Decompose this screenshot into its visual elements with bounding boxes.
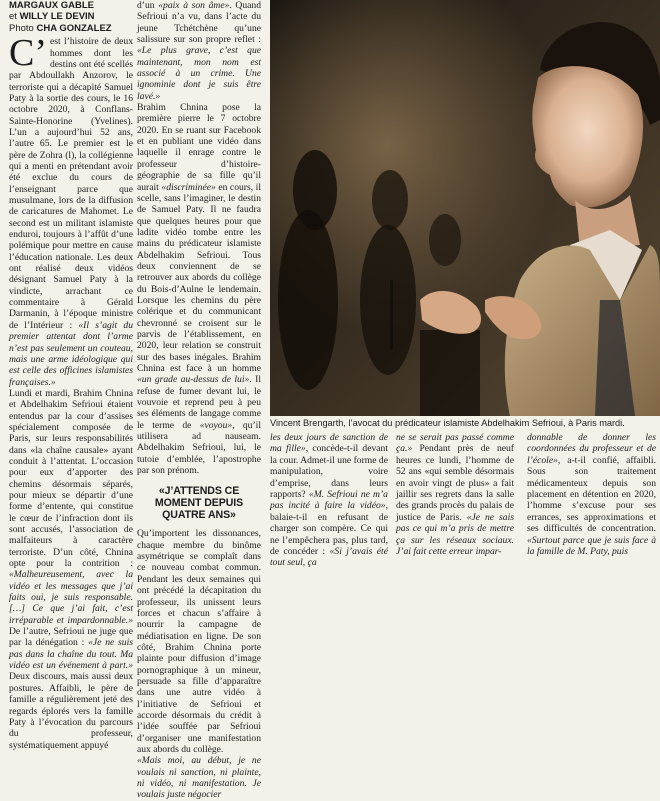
photo-credit-label: Photo xyxy=(9,22,34,34)
quote-text: donnable de donner les coordonnées du professeur et de l’école» xyxy=(527,432,656,466)
paragraph-text: d’un xyxy=(137,0,159,11)
article-paragraph xyxy=(9,32,133,388)
paragraph-text: en cours, il scelle, sans l’imaginer, le destin de Samuel Paty. Il ne faudra que quelques heures pour que ladite vidéo tombe entre les mains du prédicateur islamiste Abdelhakim Sefrioui. Tous deux conviennent de se retrouver aux abords du collège du Bois-d’Aulne le lendemain. Lorsque les chemins du père colérique et du communicant chevronné se croisent sur le parvis de l’établissement, en 2020, leur relation se construit sur des bases inégales. Brahim Chnina est face à un homme xyxy=(137,181,261,374)
section-subheading: «J’ATTENDS CE MOMENT DEPUIS QUATRE ANS» xyxy=(154,485,244,522)
photo-image xyxy=(270,0,660,416)
article-paragraph xyxy=(137,0,261,102)
article-column-5 xyxy=(527,432,656,558)
paragraph-text: Pendant près de neuf heures ce lundi, l’homme de 52 ans «qui semble désormais en avoir vingt de plus» a fait jaillir ses regrets dans la salle des grands procès du palais de justice de Paris. xyxy=(396,443,514,523)
paragraph-text: De l’autre, Sefrioui ne juge que par la dénégation : xyxy=(9,626,133,649)
article-paragraph xyxy=(137,528,261,755)
article-paragraph xyxy=(9,388,133,751)
quote-text: «Surtout parce que je suis face à la famille de M. Paty, puis xyxy=(527,534,656,558)
article-paragraph xyxy=(396,432,514,557)
quote-text: «Je ne sais pas ce qui m’a pris de mettre ça sur les réseaux sociaux. J’ai fait cette erreur impar- xyxy=(396,511,514,558)
article-photo xyxy=(270,0,660,416)
quote-text: «un grade au-dessus de lui» xyxy=(137,374,250,386)
photo-caption: Vincent Brengarth, l’avocat du prédicateur islamiste Abdelhakim Sefrioui, à Paris mardi. xyxy=(270,418,625,428)
paragraph-text: Deux discours, mais aussi deux postures. Affaibli, le père de famille a régulièrement jeté des regards éplorés vers la famille Paty à l’évocation du parcours du professeur, systématiquement appuyé xyxy=(9,671,133,751)
quote-text: «Malheureusement, avec la vidéo et les messages que j’ai faits oui, je suis responsable. […] Ce que j’ai fait, c’est irréparable et impardonnable.» xyxy=(9,569,133,626)
photographer-name: CHA GONZALEZ xyxy=(36,22,112,34)
paragraph-text: , a-t-il confié, affaibli. Sous son traitement médicamenteux depuis son placement en détention en 2020, l’homme s’excuse pour ses errances, ses approximations et ses difficultés de concentration. xyxy=(527,454,656,535)
quote-text: «Mais moi, au début, je ne voulais ni sanction, ni plainte, ni vidéo, ni manifestation. Je voulais juste négocier xyxy=(137,755,261,801)
byline-conjunction: et xyxy=(9,11,17,23)
paragraph-text: Brahim Chnina pose la première pierre le 7 octobre 2020. En se ruant sur Facebook et en publiant une vidéo dans laquelle il enrage contre le professeur d’histoire-géographie de sa fille qu’il aurait xyxy=(137,102,261,193)
author-name: WILLY LE DEVIN xyxy=(19,11,95,23)
article-column-2 xyxy=(137,0,262,801)
quote-text: «paix à son âme» xyxy=(158,0,230,11)
quote-text: «Si j’avais été tout seul, ça xyxy=(270,546,388,569)
paragraph-text: est l’histoire de deux hommes dont les destins ont été scellés par Abdoullakh Anzorov, le terroriste qui a décapité Samuel Paty à la sortie des cours, le 16 octobre 2020, à Conflans-Sainte-Honorine (Yvelines). L’un a aujourd’hui 52 ans, l’autre 65. Le premier est le père de Zohra (l), la collégienne qui a menti en prétendant avoir été exclue du cours de l’enseignant parce que musulmane, lors de la diffusion de caricatures de Mahomet. Le second est un militant islamiste enduroi, toujours à l’affût d’une polémique pour mettre en cause l’éducation nationale. Les deux ont réalisé deux vidéos désignant Samuel Paty à la vindicte, arrachant ce commentaire à Gérald Darmanin, à l’époque ministre de l’Intérieur : xyxy=(9,36,133,331)
paragraph-text: Lundi et mardi, Brahim Chnina et Abdelhakim Sefrioui étaient entendus par la cour d’assises spécialement composée de Paris, sur leurs responsabilités dans «la chaîne causale» ayant conduit à l’attentat. L’occasion pour eux d’apporter des chemins désormais séparés, pour mieux se départir d’une forme d’entente, qui constitue le cœur de l’infraction dont ils sont accusés, l’association de malfaiteurs à caractère terroriste. D’un côté, Chnina opte pour la contrition : xyxy=(9,387,133,570)
drop-cap: C’ xyxy=(9,32,47,75)
article-column-1 xyxy=(9,0,133,751)
paragraph-text: , concède-t-il devant la cour. Admet-il une forme de manipulation, voire d’emprise, dans leurs rapports? xyxy=(270,443,388,501)
article-column-3 xyxy=(270,432,388,569)
paragraph-text: . Il refuse de fumer devant lui, le vouvoie et reprend peu à peu ses éléments de langage comme le terme de xyxy=(137,374,261,431)
article-paragraph xyxy=(270,432,388,569)
byline xyxy=(9,0,133,34)
article-paragraph xyxy=(137,102,261,476)
paragraph-text: . Quand Sefrioui n’a vu, dans l’acte du jeune Tchétchène qu’une salissure sur son propre reflet : xyxy=(137,0,262,46)
paragraph-text: , balaie-t-il en refusant de charger son compère. Ce qui ne l’empêchera pas, plus tard, de concéder : xyxy=(270,500,388,558)
quote-text: «discriminée» xyxy=(161,181,216,193)
quote-text: «Le plus grave, c’est que maintenant, mon nom est associé à un crime. Une ignominie dont je suis être lavé.» xyxy=(137,45,261,102)
quote-text: «M. Sefrioui ne m’a pas incité à faire la vidéo» xyxy=(270,489,388,512)
article-paragraph xyxy=(527,432,656,557)
quote-text: les deux jours de sanction de ma fille» xyxy=(270,432,388,455)
quote-text: «Je ne suis pas dans la chaîne du tout. Ma vidéo est un événement à part.» xyxy=(9,637,133,672)
author-name: MARGAUX GABLE xyxy=(9,0,94,11)
article-paragraph xyxy=(137,755,261,800)
article-column-4 xyxy=(396,432,514,558)
quote-text: ne se serait pas passé comme ça.» xyxy=(396,432,514,455)
paragraph-text: , qu’il utilisera ad nauseam. Abdelhakim Sefrioui, lui, le tutoie d’emblée, l’apostrophe par son prénom. xyxy=(137,419,262,477)
paragraph-text: Qu’importent les dissonances, chaque membre du binôme asymétrique se complaît dans ce nouveau combat commun. Pendant les deux semaines qui ont précédé la décapitation du professeur, ils unissent leurs forces et chacun s’affaire à nourrir la campagne de médiatisation en ligne. De son côté, Brahim Chnina porte plainte pour diffusion d’image pornographique à un mineur, persuade sa fille d’apparaître dans une autre vidéo à l’initiative de Sefrioui et accorde désormais du crédit à l’idée souffée par Sefrioui d’organiser une manifestation aux abords du collège. xyxy=(137,528,261,755)
quote-text: «Il s’agit du premier attentat dont l’arme n’est pas seulement un couteau, mais une arme idéologique qui est celle des officines islamistes françaises.» xyxy=(9,319,133,388)
quote-text: «voyou» xyxy=(199,419,233,431)
